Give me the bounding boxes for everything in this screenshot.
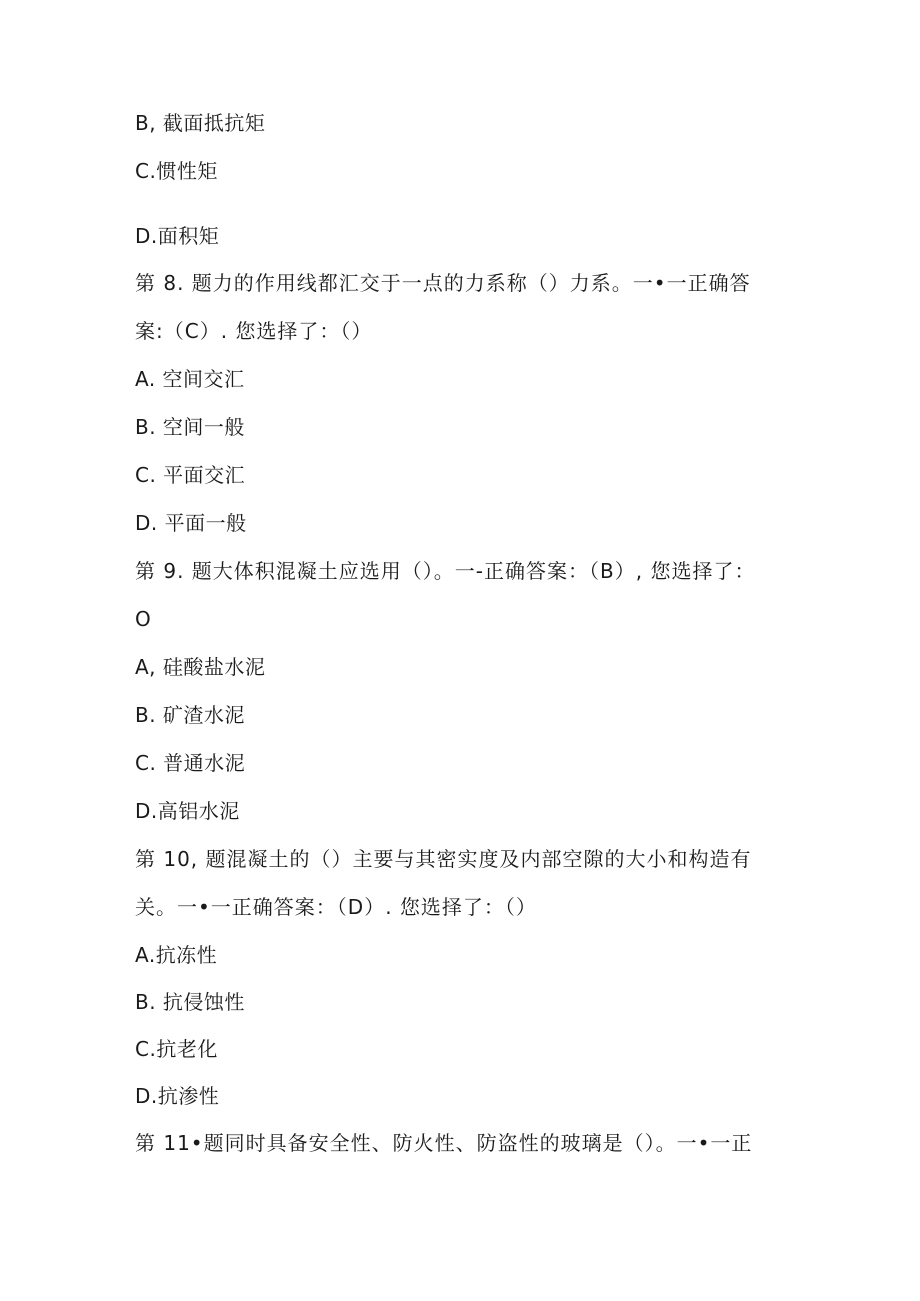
option-q10-a: A.抗冻性 (135, 943, 218, 967)
option-q9-a: A, 硅酸盐水泥 (135, 655, 266, 679)
option-q7-b: B, 截面抵抗矩 (135, 111, 266, 135)
option-q9-c: C. 普通水泥 (135, 751, 246, 775)
question-8-answer: 案:（C）. 您选择了：（） (135, 319, 373, 343)
option-q10-c: C.抗老化 (135, 1037, 218, 1061)
question-8-text: 第 8. 题力的作用线都汇交于一点的力系称（）力系。一•一正确答 (135, 271, 751, 295)
option-q8-a: A. 空间交汇 (135, 367, 245, 391)
question-11-text: 第 11•题同时具备安全性、防火性、防盗性的玻璃是（）。一•一正 (135, 1131, 753, 1155)
option-q8-d: D. 平面一般 (135, 511, 247, 535)
question-9-answer-cont: O (135, 607, 152, 631)
option-q10-b: B. 抗侵蚀性 (135, 990, 245, 1014)
option-q8-b: B. 空间一般 (135, 415, 245, 439)
question-10-answer: 关。一•一正确答案：（D）. 您选择了：（） (135, 895, 537, 919)
option-q10-d: D.抗渗性 (135, 1084, 220, 1108)
option-q8-c: C. 平面交汇 (135, 463, 246, 487)
option-q7-d: D.面积矩 (135, 224, 220, 248)
option-q9-b: B. 矿渣水泥 (135, 703, 245, 727)
option-q7-c: C.惯性矩 (135, 159, 218, 183)
question-10-text: 第 10, 题混凝土的（）主要与其密实度及内部空隙的大小和构造有 (135, 847, 752, 871)
option-q9-d: D.高铝水泥 (135, 799, 240, 823)
question-9-text: 第 9. 题大体积混凝土应选用（）。一-正确答案：（B）, 您选择了： (135, 559, 756, 583)
